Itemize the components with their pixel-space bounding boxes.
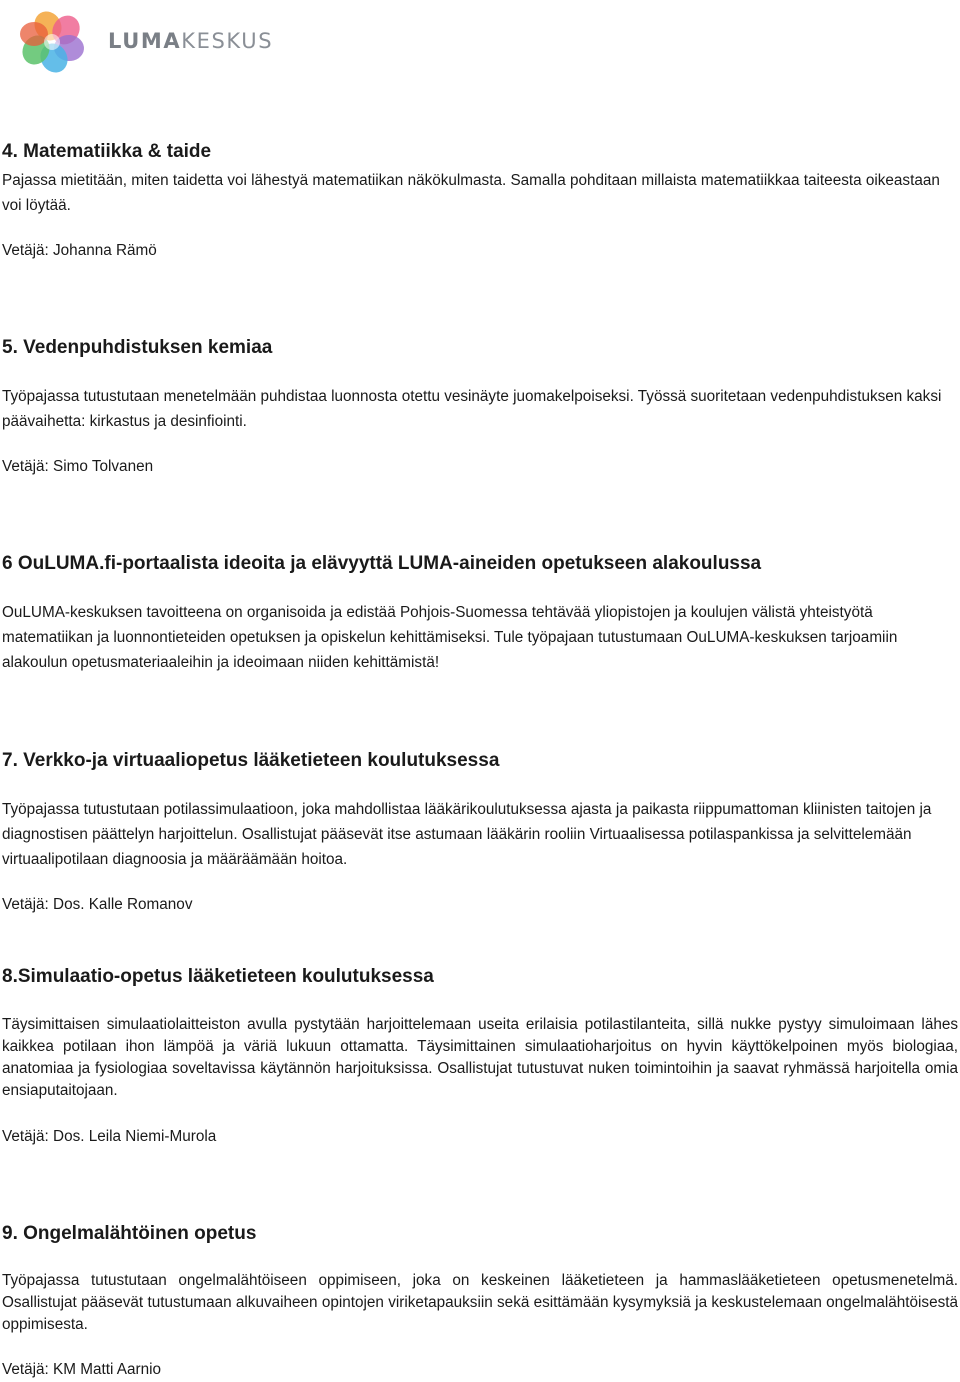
section-4-leader: Vetäjä: Johanna Rämö	[2, 242, 157, 259]
section-4-text: Pajassa mietitään, miten taidetta voi lähestyä matematiikan näkökulmasta. Samalla pohditaan millaista matematiikkaa taiteesta oikeastaan voi löytää.	[2, 172, 940, 214]
section-8-leader: Vetäjä: Dos. Leila Niemi-Murola	[2, 1128, 217, 1145]
section-7-title: 7. Verkko-ja virtuaaliopetus lääketieteen koulutuksessa	[2, 750, 500, 771]
section-5-leader: Vetäjä: Simo Tolvanen	[2, 458, 154, 475]
section-5-text: Työpajassa tutustutaan menetelmään puhdistaa luonnosta otettu vesinäyte juomakelpoiseksi. Työssä suoritetaan vedenpuhdistuksen kaksi päävaihetta: kirkastus ja desinfiointi.	[2, 388, 942, 430]
section-7-leader: Vetäjä: Dos. Kalle Romanov	[2, 896, 193, 913]
section-8-text: Täysimittaisen simulaatiolaitteiston avulla pystytään harjoittelemaan useita erilaisia potilastilanteita, sillä nukke pystyy simuloimaan lähes kaikkea potilaan ihon lämpöä ja väriä lukuun ottamatta. Täysimittainen simulaatioharjoitus on hyvin käyttökelpoinen myös biologiaa, anatomiaa ja fysiologiaa soveltavissa käytännön harjoituksissa. Osallistujat tutustuvat nuken toimintoihin ja saavat ryhmässä harjoitella omia ensiaputaitojaan.	[2, 1016, 958, 1099]
logo-wordmark	[108, 29, 273, 53]
section-5-title: 5. Vedenpuhdistuksen kemiaa	[2, 337, 273, 358]
section-9-title: 9. Ongelmalähtöinen opetus	[2, 1223, 257, 1244]
section-9-leader: Vetäjä: KM Matti Aarnio	[2, 1361, 161, 1378]
section-8-title: 8.Simulaatio-opetus lääketieteen koulutuksessa	[2, 966, 434, 987]
section-6-title: 6 OuLUMA.fi-portaalista ideoita ja elävyyttä LUMA-aineiden opetukseen alakoulussa	[2, 553, 762, 574]
luma-petal-icon	[14, 4, 94, 76]
section-6-text: OuLUMA-keskuksen tavoitteena on organisoida ja edistää Pohjois-Suomessa tehtävää yliopistojen ja koulujen välistä yhteistyötä matematiikan ja luonnontieteiden opetuksen ja opiskelun kehittämiseksi. Tule työpajaan tutustumaan OuLUMA-keskuksen tarjoamiin alakoulun opetusmateriaaleihin ja ideoimaan niiden kehittämistä!	[2, 604, 898, 671]
logo-text-keskus: KESKUS	[181, 29, 274, 53]
lumakeskus-logo	[14, 4, 274, 74]
logo-text-luma: LUMA	[108, 29, 182, 53]
section-9-text: Työpajassa tutustutaan ongelmalähtöiseen oppimiseen, joka on keskeinen lääketieteen ja hammaslääketieteen opetusmenetelmä. Osallistujat pääsevät tutustumaan alkuvaiheen opintojen viriketapauksiin sekä esittämään kysymyksiä ja keskustelemaan ongelmalähtöisestä oppimisesta.	[2, 1272, 958, 1333]
section-4-title: 4. Matematiikka & taide	[2, 141, 212, 162]
section-7-text: Työpajassa tutustutaan potilassimulaatioon, joka mahdollistaa lääkärikoulutuksessa ajasta ja paikasta riippumattoman kliinisten taitojen ja diagnostisen päättelyn harjoittelun. Osallistujat pääsevät itse astumaan lääkärin rooliin Virtuaalisessa potilaspankissa ja selvittelemään virtuaalipotilaan diagnoosia ja määräämään hoitoa.	[2, 801, 932, 868]
